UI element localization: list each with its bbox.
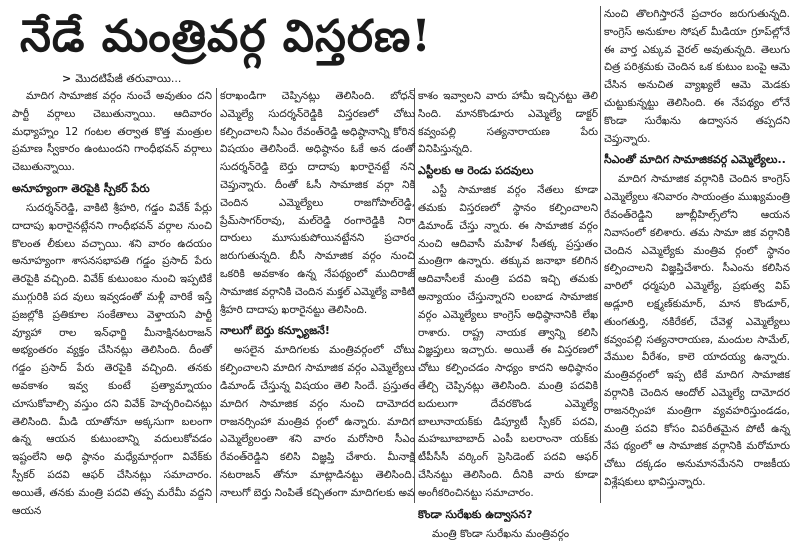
subheading-konda-surekha: కొండా సురేఖకు ఉద్వాసన? xyxy=(418,507,533,521)
paragraph: సుదర్శన్‌రెడ్డి, వాకిటి శ్రీహరి, గడ్డం వివేక్ పేర్లు దాదాపు ఖరారైనట్లేనని గాంధీభవన్ వర్గాల నుంచి కొలంత లీకులు వచ్చాయి. శని వారం ఉదయం అనూహ్యంగా శాసనసభాపతి గడ్డం ప్రసాద్ పేరు తెరపైకి వచ్చింది. వివేక్ కుటుంబం నుంచి ఇప్పటికే ముగ్గురికి పద వులు ఇవ్వడంతో మళ్లీ వారికే ఇస్తే ప్రజల్లోకి ప్రతికూల సంకేతాలు వెళ్తాయని పార్టీ వ్యూహా రాల ఇన్‌ఛార్జి మీనాక్షినటరాజన్ అభ్యంతరం వ్యక్తం చేసినట్లు తెలిసింది. దీంతో గడ్డం ప్రసాద్ పేరు తెరపైకి వచ్చింది. తనకు అవకాశం ఇవ్వ కుంటే ప్రత్యామ్నాయం చూసుకోవాల్సి వస్తుం దని వివేక్ హెచ్చరించినట్లు తెలిసింది. మీడి యాతోనూ అక్కసుగా బలంగా ఉన్న ఆయన కుటుంబాన్ని వదులుకోవడం ఇష్టంలేని అధి ష్ఠానం మధ్యేమార్గంగా వివేక్‌కు స్పీకర్ పదవి ఆఫర్ చేసినట్లు సమాచారం. అయితే, తనకు మంత్రి పదవి తప్ప మరేమీ వద్దని ఆయన xyxy=(12,201,212,517)
column-divider xyxy=(600,6,601,503)
subheading-speaker-name: అనూహ్యంగా తెరపైకి స్పీకర్ పేరు xyxy=(12,181,150,195)
paragraph: కాశం ఇవ్వాలని వారు హామీ ఇచ్చినట్టు తెలి సింది. మానకొండూరు ఎమ్మెల్యే డాక్టర్ కవ్వంపల్లి సత్యనారాయణ పేరు వినిపిస్తున్నది. xyxy=(418,90,598,156)
paragraph: మాదిగ సామాజిక వర్గానికి చెందిన కాంగ్రెస్ ఎమ్మెల్యేలు శనివారం సాయంత్రం ముఖ్యమంత్రి రేవంత్‌రెడ్డిని జూబ్లీహిల్స్‌లోని ఆయన నివాసంలో కలిశారు. తమ సామా జిక వర్గానికి చెందిన ఎమ్మెల్యేకు మంత్రివ ర్గంలో స్థానం కల్పించాలని విజ్ఞప్తిచేశారు. సీఎంను కలిసిన వారిలో ధర్మపురి ఎమ్మెల్యే, ప్రభుత్వ విప్ అడ్లూరి లక్ష్మణ్‌కుమార్, మాన కొండూర్, తుంగతుర్తి, నకిరేకల్, చేవెళ్ల ఎమ్మెల్యేలు కవ్వంపల్లి సత్యనారాయణ, మందుల సామేల్, వేముల వీరేశం, కాలె యాదయ్య ఉన్నారు. మంత్రివర్గంలో ఇప్ప టికే మాదిగ సామాజిక వర్గానికి చెందిన ఆందోల్ ఎమ్మెల్యే దామోదర రాజనర్సింహా మంత్రిగా వ్యవహరిస్తుండడం, మంత్రి పదవి కోసం విపరీతమైన పోటీ ఉన్న నేప థ్యంలో ఆ సామాజిక వర్గానికి మరోమారు చోటు దక్కడం అనుమానమేనని రాజకీయ విశ్లేషకులు భావిస్తున్నారు. xyxy=(604,173,790,488)
subheading-madiga-mlas: సీఎంతో మాదిగ సామాజికవర్గ ఎమ్మెల్యేలు.. xyxy=(604,153,786,167)
article-column-1 xyxy=(12,88,212,517)
paragraph: కరాఖండిగా చెప్పినట్లు తెలిసింది. బోధన్ ఎమ్మెల్యే సుదర్శన్‌రెడ్డికి విస్తరణలో చోటు కల్పించాలని సీఎం రేవంత్‌రెడ్డి అధిష్ఠానాన్ని కోరిన విషయం తెలిసిందే. అధిష్ఠానం ఓకే అన డంతో సుదర్శన్‌రెడ్డి బెర్తు దాదాపు ఖరారైనట్టే నని చెప్తున్నారు. దీంతో ఓసీ సామాజిక వర్గా నికి చెందిన ఎమ్మెల్యేలు రాజగోపాల్‌రెడ్డి, ప్రేమ్‌సాగర్‌రావు, మల్‌రెడ్డి రంగారెడ్డికి నిరా దారులు మూసుకుపోయినట్టేనని ప్రచారం జరుగుతున్నది. బీసీ సామాజిక వర్గం నుంచి ఒకరికి అవకాశం ఉన్న నేపథ్యంలో ముదిరాజ్ సామాజిక వర్గానికి చెందిన మక్తల్ ఎమ్మెల్యే వాకిటి శ్రీహరి దాదాపు ఖరారైనట్టు తెలిసింది. xyxy=(220,90,415,316)
article-column-4 xyxy=(604,6,790,503)
paragraph: మాదిగ సామాజిక వర్గం నుంచే అవుతుం దని పార్టీ వర్గాలు చెబుతున్నాయి. ఆదివారం మధ్యాహ్నం 12 గంటల తర్వాత కొత్త మంత్రుల ప్రమాణ స్వీకారం ఉంటుందని గాంధీభవన్ వర్గాలు చెబుతున్నాయి. xyxy=(12,90,212,174)
article-column-3 xyxy=(418,88,598,540)
column-divider xyxy=(216,88,217,503)
subheading-fourth-berth: నాలుగో బెర్తు కన్ఫ్యూజనే! xyxy=(220,324,330,338)
headline: నేడే మంత్రివర్గ విస్తరణ! xyxy=(20,11,432,62)
subheading-st-posts: ఎస్టీలకు ఆ రెండు పదవులు xyxy=(418,164,534,178)
arrow-icon: > xyxy=(62,72,72,85)
paragraph: ఎస్టీ సామాజిక వర్గం నేతలు కూడా తమకు విస్తరణలో స్థానం కల్పించాలని డిమాండ్ చేస్తు న్నారు. ఈ సామాజిక వర్గం నుంచి ఆదివాసీ మహిళ సీతక్క ప్రస్తుతం మంత్రిగా ఉన్నారు. తక్కువ జనాభా కలిగిన ఆదివాసీలకే మంత్రి పదవి ఇచ్చి తమకు అన్యాయం చేస్తున్నారని లంబాడ సామాజిక వర్గం ఎమ్మెల్యేలు కాంగ్రెస్ అధిష్ఠానానికి లేఖ రాశారు. రాష్ట్ర నాయక త్వాన్ని కలిసి విజ్ఞప్తులు ఇచ్చారు. అయితే ఈ విస్తరణలో చోటు కల్పించడం సాధ్యం కాదని అధిష్ఠానం తేల్చి చెప్పినట్లు తెలిసింది. మంత్రి పదవికి బదులుగా దేవరకొండ ఎమ్మెల్యే బాలూనాయక్‌కు డిప్యూటీ స్పీకర్ పదవి, మహబూబాబాద్ ఎంపీ బలరాంనా యక్‌కు టీపీసీసీ వర్కింగ్ ప్రెసిడెంట్ పదవి ఆఫర్ చేసినట్టు తెలిసింది. దీనికి వారు కూడా అంగీకరించినట్టు సమాచారం. xyxy=(418,184,598,499)
continued-from-front-page xyxy=(62,72,222,86)
paragraph: అసలైన మాదిగలకు మంత్రివర్గంలో చోటు కల్పించాలని మాదిగ సామాజిక వర్గం ఎమ్మెల్యేలు డిమాండ్ చేస్తున్న విషయం తెలి సిందే. ప్రస్తుతం మాదిగ సామాజిక వర్గం నుంచి దామోదర రాజనర్సింహా మంత్రివ ర్గంలో ఉన్నారు. మాదిగ ఎమ్మెల్యేలంతా శని వారం మరోసారి సీఎం రేవంత్‌రెడ్డిని కలిసి విజ్ఞప్తి చేశారు. మీనాక్షి నటరాజన్ తోనూ మాట్లాడినట్టు తెలిసింది. నాలుగో బెర్తు నింపితే కచ్చితంగా మాదిగలకు అవ xyxy=(220,344,415,499)
paragraph: నుంచి తొలగిస్తారనే ప్రచారం జరుగుతున్నది. కాంగ్రెస్ అనుకూల సోషల్ మీడియా గ్రూప్‌ల్లోనే ఈ వార్త ఎక్కువ వైరల్ అవుతున్నది. తెలుగు చిత్ర పరిశ్రమకు చెందిన ఒక కుటుం బంపై ఆమె చేసిన అనుచిత వ్యాఖ్యలే ఆమె మెడకు చుట్టుకున్నట్టు తెలిసింది. ఈ నేపథ్యం లోనే కొండా సురేఖను ఉద్వాసన తప్పదని చెప్తున్నారు. xyxy=(604,8,790,145)
article-column-2 xyxy=(220,88,415,503)
kicker-label: మొదటిపేజీ తరువాయి... xyxy=(75,72,182,85)
paragraph: మంత్రి కొండా సురేఖను మంత్రివర్గం xyxy=(432,527,570,540)
